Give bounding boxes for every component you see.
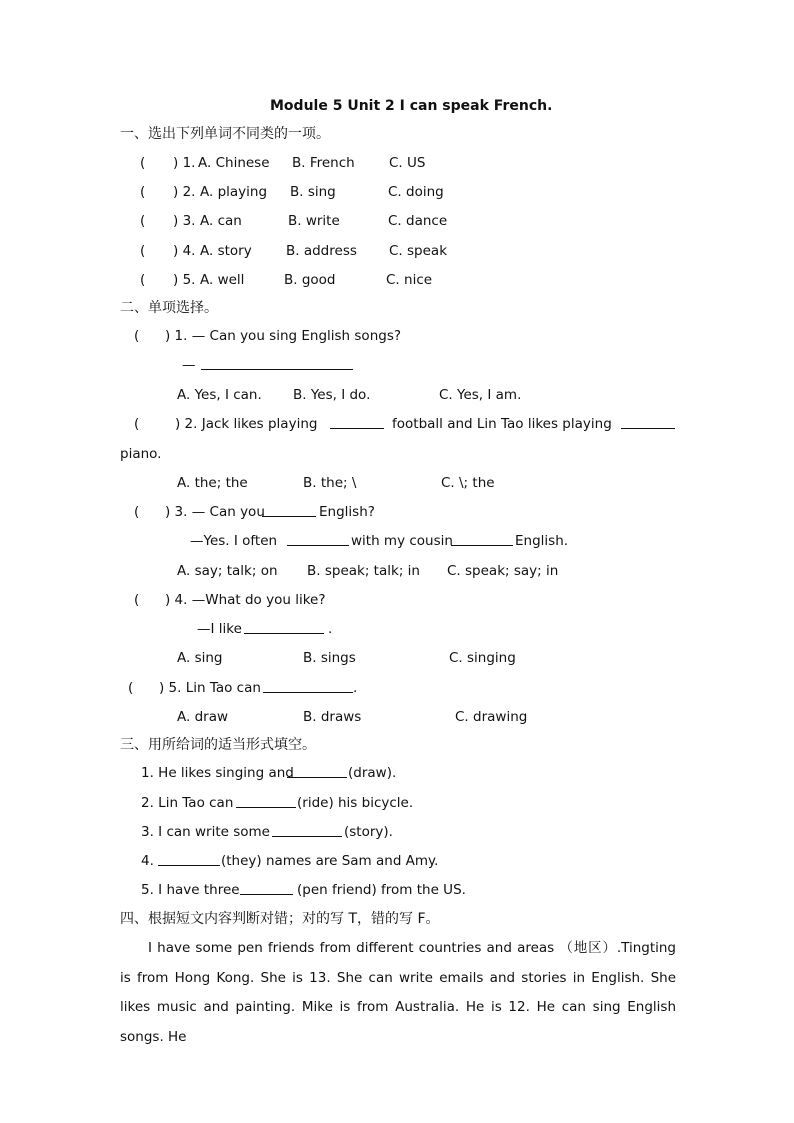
option-a: A. story bbox=[200, 243, 252, 259]
option-b: B. good bbox=[284, 272, 336, 288]
fill-prefix: 5. I have three bbox=[141, 882, 240, 898]
fill-suffix: (story). bbox=[344, 824, 393, 840]
option-b: B. speak; talk; in bbox=[307, 563, 420, 579]
option-a: A. Yes, I can. bbox=[177, 387, 262, 403]
section-2-heading: 二、单项选择。 bbox=[120, 300, 218, 316]
answer-blank bbox=[201, 356, 353, 375]
answer-blank bbox=[236, 794, 296, 813]
option-c: C. Yes, I am. bbox=[439, 387, 522, 403]
fill-suffix: (pen friend) from the US. bbox=[297, 882, 466, 898]
option-c: C. speak bbox=[389, 243, 448, 259]
open-paren: ( bbox=[140, 213, 146, 229]
option-c: C. nice bbox=[386, 272, 433, 288]
question-number: ) 1. bbox=[173, 155, 196, 171]
option-a: A. say; talk; on bbox=[177, 563, 278, 579]
section-1-heading: 一、选出下列单词不同类的一项。 bbox=[120, 126, 330, 142]
question-stem: ) 5. Lin Tao can bbox=[159, 680, 261, 696]
question-number: ) 5. bbox=[173, 272, 196, 288]
answer-blank bbox=[287, 764, 347, 783]
section-3-heading: 三、用所给词的适当形式填空。 bbox=[120, 737, 316, 753]
open-paren: ( bbox=[134, 504, 140, 520]
answer-blank bbox=[240, 881, 293, 900]
question-stem-cont: football and Lin Tao likes playing bbox=[392, 416, 612, 432]
fill-suffix: (ride) his bicycle. bbox=[297, 795, 414, 811]
option-a: A. playing bbox=[200, 184, 268, 200]
fill-suffix: (they) names are Sam and Amy. bbox=[221, 853, 439, 869]
answer-blank bbox=[451, 532, 513, 551]
open-paren: ( bbox=[140, 272, 146, 288]
open-paren: ( bbox=[140, 184, 146, 200]
option-a: A. the; the bbox=[177, 475, 248, 491]
option-c: C. drawing bbox=[455, 709, 528, 725]
question-stem: ) 4. —What do you like? bbox=[165, 592, 326, 608]
open-paren: ( bbox=[134, 416, 140, 432]
answer-blank bbox=[272, 823, 342, 842]
question-number: ) 3. bbox=[173, 213, 196, 229]
reply-text: with my cousin bbox=[351, 533, 453, 549]
open-paren: ( bbox=[128, 680, 134, 696]
option-b: B. Yes, I do. bbox=[293, 387, 371, 403]
answer-dash: — bbox=[182, 357, 196, 373]
fill-prefix: 2. Lin Tao can bbox=[141, 795, 234, 811]
option-a: A. sing bbox=[177, 650, 223, 666]
answer-blank bbox=[287, 532, 349, 551]
reply-text: . bbox=[328, 621, 333, 637]
reading-passage: I have some pen friends from different countries and areas （地区）.Tingting is from Hong Kong. She is 13. She can write emails and stories in English. She likes music and painting. Mike is from Australia. He is 12. He can sing English songs. He bbox=[120, 940, 676, 1045]
question-stem: ) 2. Jack likes playing bbox=[175, 416, 318, 432]
option-a: A. well bbox=[200, 272, 245, 288]
option-b: B. French bbox=[292, 155, 355, 171]
page-title: Module 5 Unit 2 I can speak French. bbox=[270, 98, 553, 114]
option-c: C. singing bbox=[449, 650, 516, 666]
answer-blank bbox=[158, 852, 220, 871]
option-b: B. sings bbox=[303, 650, 356, 666]
option-b: B. write bbox=[288, 213, 340, 229]
option-c: C. dance bbox=[388, 213, 448, 229]
fill-prefix: 4. bbox=[141, 853, 154, 869]
question-stem-end: English? bbox=[319, 504, 375, 520]
question-stem-end: piano. bbox=[120, 446, 162, 462]
option-c: C. doing bbox=[388, 184, 444, 200]
option-b: B. sing bbox=[290, 184, 336, 200]
fill-suffix: (draw). bbox=[348, 765, 397, 781]
open-paren: ( bbox=[134, 328, 140, 344]
reply-text: English. bbox=[515, 533, 569, 549]
answer-blank bbox=[621, 415, 675, 434]
question-stem-end: . bbox=[353, 680, 358, 696]
question-stem: ) 1. — Can you sing English songs? bbox=[165, 328, 402, 344]
option-a: A. Chinese bbox=[198, 155, 270, 171]
option-b: B. address bbox=[286, 243, 357, 259]
option-a: A. draw bbox=[177, 709, 229, 725]
option-b: B. the; \ bbox=[303, 475, 357, 491]
answer-blank bbox=[263, 679, 353, 698]
fill-prefix: 1. He likes singing and bbox=[141, 765, 294, 781]
answer-blank bbox=[244, 620, 324, 639]
open-paren: ( bbox=[134, 592, 140, 608]
option-c: C. US bbox=[389, 155, 426, 171]
open-paren: ( bbox=[140, 243, 146, 259]
fill-prefix: 3. I can write some bbox=[141, 824, 270, 840]
section-4-heading: 四、根据短文内容判断对错；对的写 T，错的写 F。 bbox=[120, 911, 440, 927]
option-b: B. draws bbox=[303, 709, 362, 725]
option-c: C. \; the bbox=[441, 475, 495, 491]
reply-text: —Yes. I often bbox=[190, 533, 278, 549]
question-number: ) 2. bbox=[173, 184, 196, 200]
answer-blank bbox=[262, 503, 316, 522]
answer-blank bbox=[330, 415, 384, 434]
question-stem: ) 3. — Can you bbox=[165, 504, 265, 520]
open-paren: ( bbox=[140, 155, 146, 171]
question-number: ) 4. bbox=[173, 243, 196, 259]
option-a: A. can bbox=[200, 213, 242, 229]
reply-text: —I like bbox=[197, 621, 242, 637]
option-c: C. speak; say; in bbox=[447, 563, 559, 579]
